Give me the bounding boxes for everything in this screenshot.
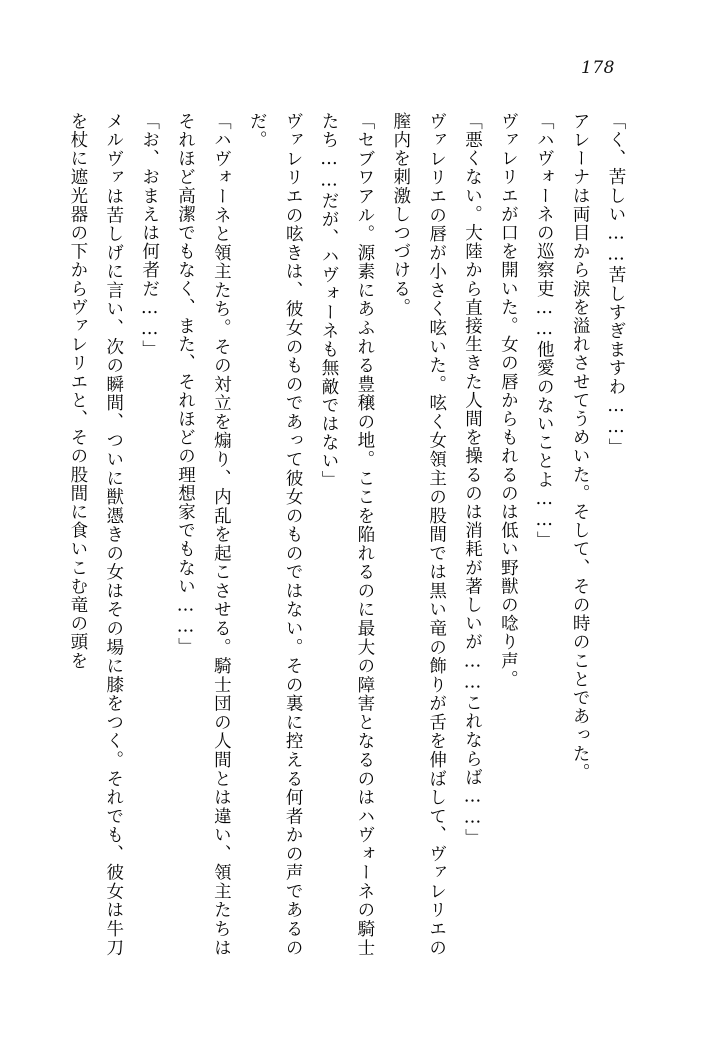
paragraph: 「お、おまえは何者だ……」 [139,112,160,359]
paragraph: ヴァレリエの唇が小さく呟いた。呟く女領主の股間では黒い竜の飾りが舌を伸ばして、ヴァレリエの膣内を刺激しつづける。 [390,112,447,957]
paragraph: メルヴァは苦しげに言い、次の瞬間、ついに獣憑きの女はその場に膝をつく。それでも、彼女は牛刀を杖に遮光器の下からヴァレリエと、その股間に食いこむ竜の頭を [67,112,124,957]
page-body-text [62,112,633,957]
paragraph: ヴァレリエが口を開いた。女の唇からもれるのは低い野獣の唸り声。 [498,112,519,689]
paragraph: 「ハヴォーネと領主たち。その対立を煽り、内乱を起こさせる。騎士団の人間とは違い、領主たちはそれほど高潔でもなく、また、それほどの理想家でもない……」 [175,112,232,957]
paragraph: 「セブワアル。源素にあふれる豊穣の地。ここを陥れるのに最大の障害となるのはハヴォーネの騎士たち……だが、ハヴォーネも無敵ではない」 [319,112,375,957]
paragraph: 「悪くない。大陸から直接生きた人間を操るのは消耗が著しいが……これならば……」 [462,112,483,848]
paragraph: ヴァレリエの呟きは、彼女のものであって彼女のものではない。その裏に控える何者かの声であるのだ。 [247,112,304,957]
paragraph: アレーナは両目から涙を溢れさせてうめいた。そして、その時のことであった。 [570,112,591,782]
paragraph: 「ハヴォーネの巡察吏……他愛のないことよ……」 [534,112,555,550]
paragraph: 「く、苦しい……苦しすぎますわ……」 [606,112,626,457]
page-number: 178 [581,58,615,78]
